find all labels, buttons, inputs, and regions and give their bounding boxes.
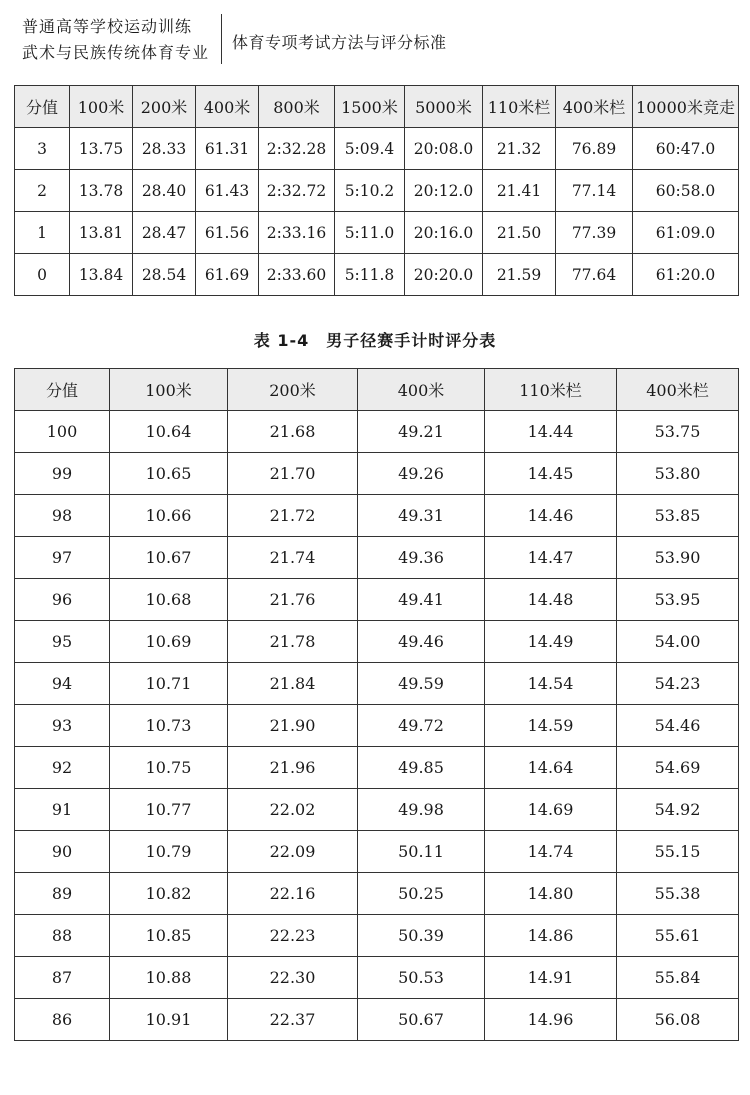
table-cell: 0 [15, 254, 70, 296]
table-cell: 60:58.0 [633, 170, 739, 212]
table-cell: 21.50 [483, 212, 556, 254]
table-cell: 53.90 [617, 537, 739, 579]
column-header: 400米 [196, 86, 259, 128]
table-cell: 10.85 [110, 915, 228, 957]
table-row [15, 789, 739, 831]
table-cell: 14.59 [485, 705, 617, 747]
table-cell: 14.48 [485, 579, 617, 621]
table-cell: 2 [15, 170, 70, 212]
table-cell: 10.82 [110, 873, 228, 915]
table-cell: 28.47 [133, 212, 196, 254]
table-cell: 49.31 [358, 495, 485, 537]
table-row [15, 999, 739, 1041]
table-cell: 28.33 [133, 128, 196, 170]
table-cell: 55.84 [617, 957, 739, 999]
table-cell: 49.21 [358, 411, 485, 453]
table-cell: 22.30 [228, 957, 358, 999]
table-cell: 53.95 [617, 579, 739, 621]
table-row [15, 663, 739, 705]
table-cell: 91 [15, 789, 110, 831]
table-cell: 2:32.28 [259, 128, 335, 170]
column-header: 200米 [133, 86, 196, 128]
header-line-1: 普通高等学校运动训练 [22, 17, 193, 36]
column-header: 400米 [358, 369, 485, 411]
table-row [15, 212, 739, 254]
table-cell: 53.75 [617, 411, 739, 453]
table-cell: 22.02 [228, 789, 358, 831]
table-cell: 13.81 [70, 212, 133, 254]
table-cell: 21.90 [228, 705, 358, 747]
table-cell: 5:11.8 [335, 254, 405, 296]
table-row [15, 957, 739, 999]
table-caption: 表 1-4 男子径赛手计时评分表 [253, 331, 497, 350]
table-cell: 96 [15, 579, 110, 621]
table-cell: 99 [15, 453, 110, 495]
table-cell: 20:12.0 [405, 170, 483, 212]
table-cell: 14.80 [485, 873, 617, 915]
header-book-title [22, 14, 209, 64]
table-cell: 86 [15, 999, 110, 1041]
table-cell: 20:16.0 [405, 212, 483, 254]
table-cell: 77.14 [556, 170, 633, 212]
table-cell: 1 [15, 212, 70, 254]
table-cell: 13.75 [70, 128, 133, 170]
table-cell: 21.68 [228, 411, 358, 453]
table-row [15, 621, 739, 663]
header-line-2: 武术与民族传统体育专业 [22, 43, 210, 62]
table-row [15, 537, 739, 579]
table-cell: 54.92 [617, 789, 739, 831]
table-cell: 5:09.4 [335, 128, 405, 170]
table-cell: 94 [15, 663, 110, 705]
table-cell: 21.76 [228, 579, 358, 621]
column-header: 100米 [110, 369, 228, 411]
table-cell: 3 [15, 128, 70, 170]
table-cell: 55.61 [617, 915, 739, 957]
table-cell: 10.67 [110, 537, 228, 579]
column-header: 10000米竞走 [633, 86, 739, 128]
table-cell: 92 [15, 747, 110, 789]
table-cell: 54.69 [617, 747, 739, 789]
table-header-row [15, 369, 739, 411]
table-cell: 77.64 [556, 254, 633, 296]
table-cell: 10.75 [110, 747, 228, 789]
table-cell: 5:11.0 [335, 212, 405, 254]
table-cell: 10.71 [110, 663, 228, 705]
table-cell: 14.74 [485, 831, 617, 873]
table-cell: 2:33.16 [259, 212, 335, 254]
table-cell: 77.39 [556, 212, 633, 254]
table-cell: 49.36 [358, 537, 485, 579]
table-cell: 10.64 [110, 411, 228, 453]
table-cell: 21.74 [228, 537, 358, 579]
table-cell: 14.45 [485, 453, 617, 495]
table-cell: 53.85 [617, 495, 739, 537]
table-cell: 100 [15, 411, 110, 453]
table-cell: 10.88 [110, 957, 228, 999]
table-row [15, 453, 739, 495]
table-cell: 49.26 [358, 453, 485, 495]
table-cell: 22.16 [228, 873, 358, 915]
table-cell: 10.79 [110, 831, 228, 873]
table-cell: 21.32 [483, 128, 556, 170]
table-cell: 95 [15, 621, 110, 663]
table-row [15, 915, 739, 957]
table-cell: 49.59 [358, 663, 485, 705]
table-cell: 28.54 [133, 254, 196, 296]
table-cell: 87 [15, 957, 110, 999]
table-cell: 28.40 [133, 170, 196, 212]
table-cell: 10.77 [110, 789, 228, 831]
column-header: 分值 [15, 369, 110, 411]
table-cell: 88 [15, 915, 110, 957]
table-cell: 49.85 [358, 747, 485, 789]
table-cell: 22.23 [228, 915, 358, 957]
table-cell: 49.98 [358, 789, 485, 831]
table-cell: 14.64 [485, 747, 617, 789]
table-cell: 49.72 [358, 705, 485, 747]
table-cell: 14.44 [485, 411, 617, 453]
table-row [15, 873, 739, 915]
table-row [15, 495, 739, 537]
table-header-row [15, 86, 739, 128]
table-cell: 10.69 [110, 621, 228, 663]
table-cell: 97 [15, 537, 110, 579]
table-cell: 5:10.2 [335, 170, 405, 212]
table-cell: 14.96 [485, 999, 617, 1041]
table-cell: 21.59 [483, 254, 556, 296]
table-cell: 53.80 [617, 453, 739, 495]
column-header: 800米 [259, 86, 335, 128]
table-cell: 61:20.0 [633, 254, 739, 296]
table-cell: 98 [15, 495, 110, 537]
table-cell: 60:47.0 [633, 128, 739, 170]
table-cell: 54.23 [617, 663, 739, 705]
table-cell: 10.91 [110, 999, 228, 1041]
table-row [15, 128, 739, 170]
table-row [15, 254, 739, 296]
table-cell: 21.41 [483, 170, 556, 212]
column-header: 400米栏 [556, 86, 633, 128]
table-cell: 22.37 [228, 999, 358, 1041]
table-cell: 2:32.72 [259, 170, 335, 212]
table-row [15, 170, 739, 212]
table-cell: 54.46 [617, 705, 739, 747]
table-cell: 14.69 [485, 789, 617, 831]
table-cell: 14.49 [485, 621, 617, 663]
table-cell: 50.11 [358, 831, 485, 873]
column-header: 分值 [15, 86, 70, 128]
table-cell: 54.00 [617, 621, 739, 663]
column-header: 110米栏 [485, 369, 617, 411]
table-cell: 50.39 [358, 915, 485, 957]
mens-track-hand-timing-table [14, 368, 739, 1041]
table-cell: 50.25 [358, 873, 485, 915]
page-header [22, 14, 447, 64]
table-cell: 61.43 [196, 170, 259, 212]
column-header: 5000米 [405, 86, 483, 128]
column-header: 400米栏 [617, 369, 739, 411]
table-cell: 13.78 [70, 170, 133, 212]
table-cell: 21.84 [228, 663, 358, 705]
table-cell: 50.53 [358, 957, 485, 999]
table-cell: 61.31 [196, 128, 259, 170]
table-cell: 14.54 [485, 663, 617, 705]
table-cell: 14.86 [485, 915, 617, 957]
header-chapter-title: 体育专项考试方法与评分标准 [232, 33, 447, 52]
table-cell: 21.70 [228, 453, 358, 495]
table-row [15, 705, 739, 747]
column-header: 100米 [70, 86, 133, 128]
scoring-table-top [14, 85, 739, 296]
table-cell: 93 [15, 705, 110, 747]
table-cell: 14.91 [485, 957, 617, 999]
table-cell: 20:08.0 [405, 128, 483, 170]
table-cell: 21.78 [228, 621, 358, 663]
table-cell: 49.46 [358, 621, 485, 663]
table-cell: 22.09 [228, 831, 358, 873]
table-cell: 20:20.0 [405, 254, 483, 296]
table-cell: 13.84 [70, 254, 133, 296]
table-cell: 14.46 [485, 495, 617, 537]
table-cell: 21.96 [228, 747, 358, 789]
table-cell: 10.73 [110, 705, 228, 747]
table-cell: 90 [15, 831, 110, 873]
table-cell: 10.66 [110, 495, 228, 537]
table-cell: 50.67 [358, 999, 485, 1041]
table-row [15, 411, 739, 453]
table-cell: 14.47 [485, 537, 617, 579]
header-divider [221, 14, 222, 64]
table-cell: 89 [15, 873, 110, 915]
table-row [15, 579, 739, 621]
table-cell: 49.41 [358, 579, 485, 621]
table-cell: 56.08 [617, 999, 739, 1041]
column-header: 110米栏 [483, 86, 556, 128]
table-cell: 21.72 [228, 495, 358, 537]
table-cell: 2:33.60 [259, 254, 335, 296]
table-cell: 10.68 [110, 579, 228, 621]
table-row [15, 831, 739, 873]
column-header: 1500米 [335, 86, 405, 128]
table-cell: 61.56 [196, 212, 259, 254]
table-cell: 76.89 [556, 128, 633, 170]
table-cell: 55.38 [617, 873, 739, 915]
column-header: 200米 [228, 369, 358, 411]
table-cell: 61.69 [196, 254, 259, 296]
table-cell: 61:09.0 [633, 212, 739, 254]
table-cell: 10.65 [110, 453, 228, 495]
table-cell: 55.15 [617, 831, 739, 873]
table-row [15, 747, 739, 789]
